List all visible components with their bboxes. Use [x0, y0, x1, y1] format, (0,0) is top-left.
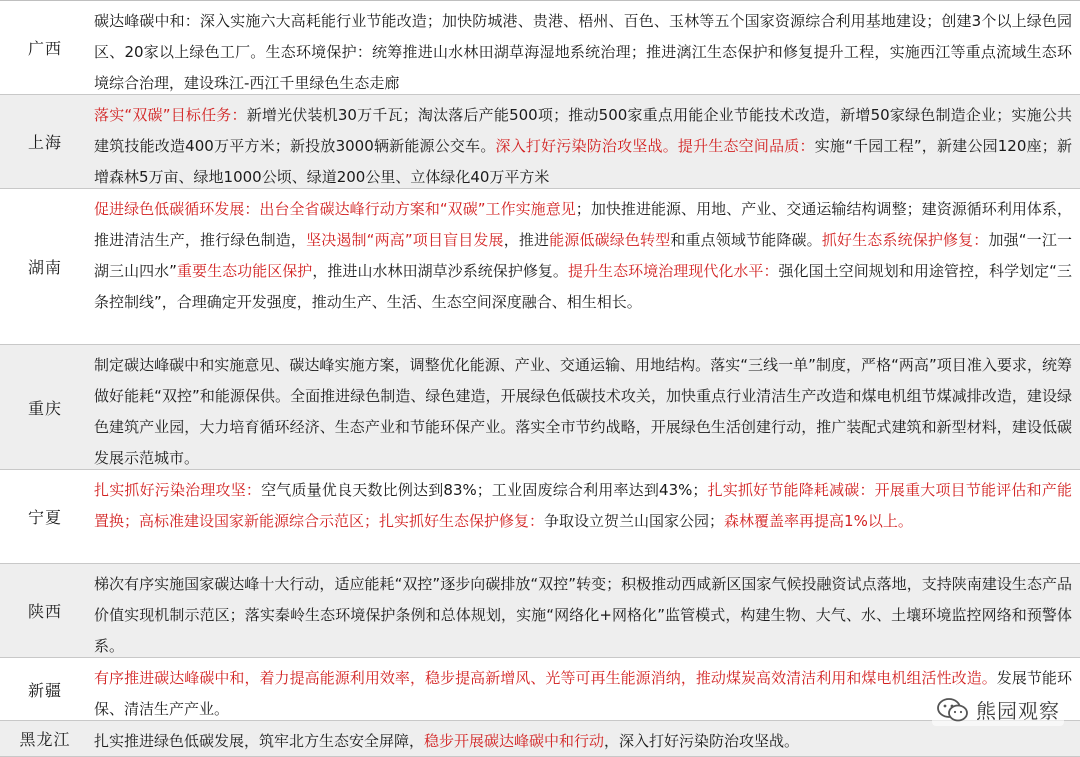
table-row: [0, 1, 1080, 95]
body-text: 空气质量优良天数比例达到83%；工业固废综合利用率达到43%；: [261, 481, 707, 499]
body-text: 实施“千园工程”，新建公园120座；新增森林5万亩、绿地1000公顷、绿道200公里、立体绿化40万平方米: [94, 137, 1072, 186]
highlighted-text: 能源低碳绿色转型: [549, 231, 670, 249]
body-text: ，推进山水林田湖草沙系统保护修复。: [312, 262, 568, 280]
policy-content-cell: [90, 470, 1080, 563]
body-text: 碳达峰碳中和：深入实施六大高耗能行业节能改造；加快防城港、贵港、梧州、百色、玉林等五个国家资源综合利用基地建设；创建3个以上绿色园区、20家以上绿色工厂。生态环境保护：统筹推进山水林田湖草海湿地系统治理；推进漓江生态保护和修复提升工程，实施西江等重点流域生态环境综合治理，建设珠江-西江千里绿色生态走廊: [94, 12, 1072, 92]
highlighted-text: 扎实抓好污染治理攻坚：: [94, 481, 261, 499]
body-text: 强化国土空间规划和用途管控，科学划定“三条控制线”，合理确定开发强度，推动生产、生活、生态空间深度融合、相生相长。: [94, 262, 1072, 311]
province-cell: 宁夏: [0, 470, 90, 563]
wechat-icon: [936, 697, 970, 723]
highlighted-text: 抓好生态系统保护修复：: [822, 231, 989, 249]
table-row: [0, 189, 1080, 345]
table-row: [0, 345, 1080, 470]
policy-content-cell: [90, 345, 1080, 469]
body-text: 梯次有序实施国家碳达峰十大行动，适应能耗“双控”逐步向碳排放“双控”转变；积极推动西咸新区国家气候投融资试点落地，支持陕南建设生态产品价值实现机制示范区；落实秦岭生态环境保护条例和总体规划，实施“网络化+网格化”监管模式，构建生物、大气、水、土壤环境监控网络和预警体系。: [94, 575, 1072, 655]
body-text: 新增光伏装机30万千瓦；淘汰落后产能500项；推动500家重点用能企业节能技术改造，新增50家绿色制造企业；实施公共建筑技能改造400万平方米；新投放3000辆新能源公交车。: [94, 106, 1072, 155]
province-cell: 湖南: [0, 189, 90, 344]
province-cell: 广西: [0, 1, 90, 94]
body-text: 扎实推进绿色低碳发展，筑牢北方生态安全屏障，: [94, 732, 424, 750]
province-cell: 重庆: [0, 345, 90, 469]
policy-content-cell: [90, 189, 1080, 344]
province-cell: 新疆: [0, 658, 90, 720]
policy-content-cell: [90, 564, 1080, 657]
highlighted-text: 重要生态功能区保护: [177, 262, 312, 280]
highlighted-text: 提升生态环境治理现代化水平：: [568, 262, 779, 280]
table-row: [0, 564, 1080, 658]
table-row: [0, 95, 1080, 189]
province-cell: 上海: [0, 95, 90, 188]
highlighted-text: 落实“双碳”目标任务：: [94, 106, 247, 124]
body-text: ，推进: [504, 231, 549, 249]
watermark-text: 熊园观察: [976, 695, 1060, 724]
highlighted-text: 深入打好污染防治攻坚战。提升生态空间品质：: [496, 137, 815, 155]
watermark: [932, 693, 1064, 726]
highlighted-text: 坚决遏制“两高”项目盲目发展: [306, 231, 504, 249]
table-row: [0, 470, 1080, 564]
policy-content-cell: [90, 1, 1080, 94]
body-text: 制定碳达峰碳中和实施意见、碳达峰实施方案，调整优化能源、产业、交通运输、用地结构。落实“三线一单”制度，严格“两高”项目准入要求，统筹做好能耗“双控”和能源保供。全面推进绿色制造、绿色建造，开展绿色低碳技术攻关，加快重点行业清洁生产改造和煤电机组节煤减排改造，建设绿色建筑产业园，大力培育循环经济、生态产业和节能环保产业。落实全市节约战略，开展绿色生活创建行动，推广装配式建筑和新型材料，建设低碳发展示范城市。: [94, 356, 1072, 467]
province-cell: 陕西: [0, 564, 90, 657]
body-text: ；加快推进能源、用地、产业、交通运输结构调整；建资源循环利用体系，推进清洁生产，推行绿色制造，: [94, 200, 1072, 249]
table-row: [0, 658, 1080, 721]
highlighted-text: 促进绿色低碳循环发展：出台全省碳达峰行动方案和“双碳”工作实施意见: [94, 200, 576, 218]
body-text: 争取设立贺兰山国家公园；: [544, 512, 724, 530]
province-cell: 黑龙江: [0, 721, 90, 756]
body-text: 和重点领域节能降碳。: [670, 231, 821, 249]
body-text: 加强“一江一湖三山四水”: [94, 231, 1072, 280]
highlighted-text: 森林覆盖率再提高1%以上。: [724, 512, 913, 530]
highlighted-text: 稳步开展碳达峰碳中和行动: [424, 732, 604, 750]
highlighted-text: 扎实抓好节能降耗减碳：开展重大项目节能评估和产能置换；高标准建设国家新能源综合示范区；扎实抓好生态保护修复：: [94, 481, 1072, 530]
policy-content-cell: [90, 721, 1080, 756]
policy-content-cell: [90, 95, 1080, 188]
body-text: ，深入打好污染防治攻坚战。: [604, 732, 799, 750]
highlighted-text: 有序推进碳达峰碳中和，着力提高能源利用效率，稳步提高新增风、光等可再生能源消纳，推动煤炭高效清洁利用和煤电机组活性改造。: [94, 669, 997, 687]
body-text: 发展节能环保、清洁生产产业。: [94, 669, 1072, 718]
